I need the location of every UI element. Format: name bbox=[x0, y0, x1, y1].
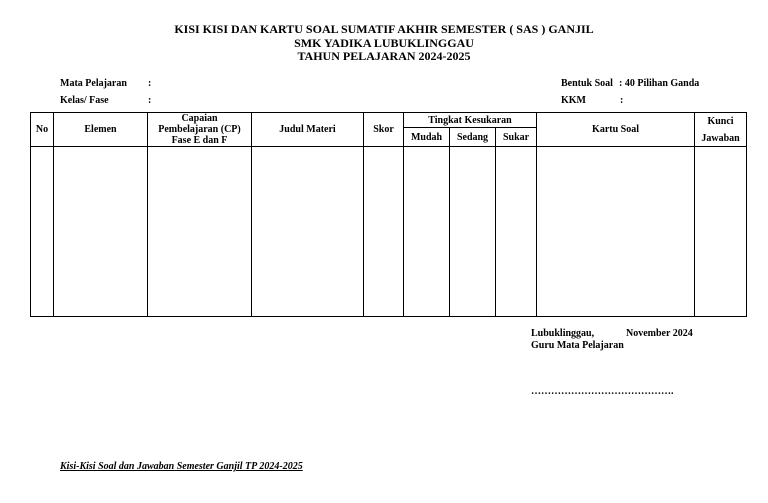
school-name: SMK YADIKA LUBUKLINGGAU bbox=[294, 36, 474, 50]
cp-line-3: Fase E dan F bbox=[171, 135, 228, 146]
header-elemen: Elemen bbox=[54, 113, 148, 147]
cell-judul bbox=[252, 147, 364, 317]
cp-line-1: Capaian bbox=[181, 113, 218, 124]
kunci-line-2: Jawaban bbox=[701, 132, 740, 144]
document-title: KISI KISI DAN KARTU SOAL SUMATIF AKHIR SEMESTER ( SAS ) GANJIL bbox=[174, 22, 594, 36]
cell-no bbox=[31, 147, 54, 317]
signature-role: Guru Mata Pelajaran bbox=[531, 340, 624, 351]
mapel-label: Mata Pelajaran bbox=[60, 78, 127, 89]
footer-note: Kisi-Kisi Soal dan Jawaban Semester Ganjil TP 2024-2025 bbox=[60, 461, 303, 472]
kkm-colon: : bbox=[620, 95, 624, 106]
header-skor: Skor bbox=[364, 113, 404, 147]
mapel-colon: : bbox=[148, 78, 152, 89]
header-sedang: Sedang bbox=[450, 128, 496, 147]
header-judul-materi: Judul Materi bbox=[252, 113, 364, 147]
cell-mudah bbox=[404, 147, 450, 317]
bentuk-soal-value: : 40 Pilihan Ganda bbox=[619, 78, 700, 89]
header-capaian-pembelajaran bbox=[148, 113, 252, 147]
signature-place: Lubuklinggau, bbox=[531, 328, 595, 339]
cell-kartu-soal bbox=[537, 147, 695, 317]
kunci-line-1: Kunci bbox=[707, 115, 734, 127]
kisi-kisi-table bbox=[30, 112, 747, 317]
cell-sedang bbox=[450, 147, 496, 317]
kelas-colon: : bbox=[148, 95, 152, 106]
table-row bbox=[31, 147, 747, 317]
signature-date: November 2024 bbox=[626, 328, 693, 339]
header-mudah: Mudah bbox=[404, 128, 450, 147]
cell-capaian bbox=[148, 147, 252, 317]
bentuk-soal-label: Bentuk Soal bbox=[561, 78, 613, 89]
header-kunci-jawaban bbox=[695, 113, 747, 147]
signature-line: ……………………………………. bbox=[531, 386, 674, 397]
kkm-label: KKM bbox=[561, 95, 586, 106]
header-kartu-soal: Kartu Soal bbox=[537, 113, 695, 147]
cell-kunci bbox=[695, 147, 747, 317]
cell-sukar bbox=[496, 147, 537, 317]
cell-skor bbox=[364, 147, 404, 317]
header-sukar: Sukar bbox=[496, 128, 537, 147]
header-tingkat-kesukaran: Tingkat Kesukaran bbox=[404, 113, 537, 128]
kelas-label: Kelas/ Fase bbox=[60, 95, 109, 106]
cp-line-2: Pembelajaran (CP) bbox=[158, 124, 241, 135]
academic-year: TAHUN PELAJARAN 2024-2025 bbox=[297, 49, 471, 63]
header-no: No bbox=[31, 113, 54, 147]
cell-elemen bbox=[54, 147, 148, 317]
